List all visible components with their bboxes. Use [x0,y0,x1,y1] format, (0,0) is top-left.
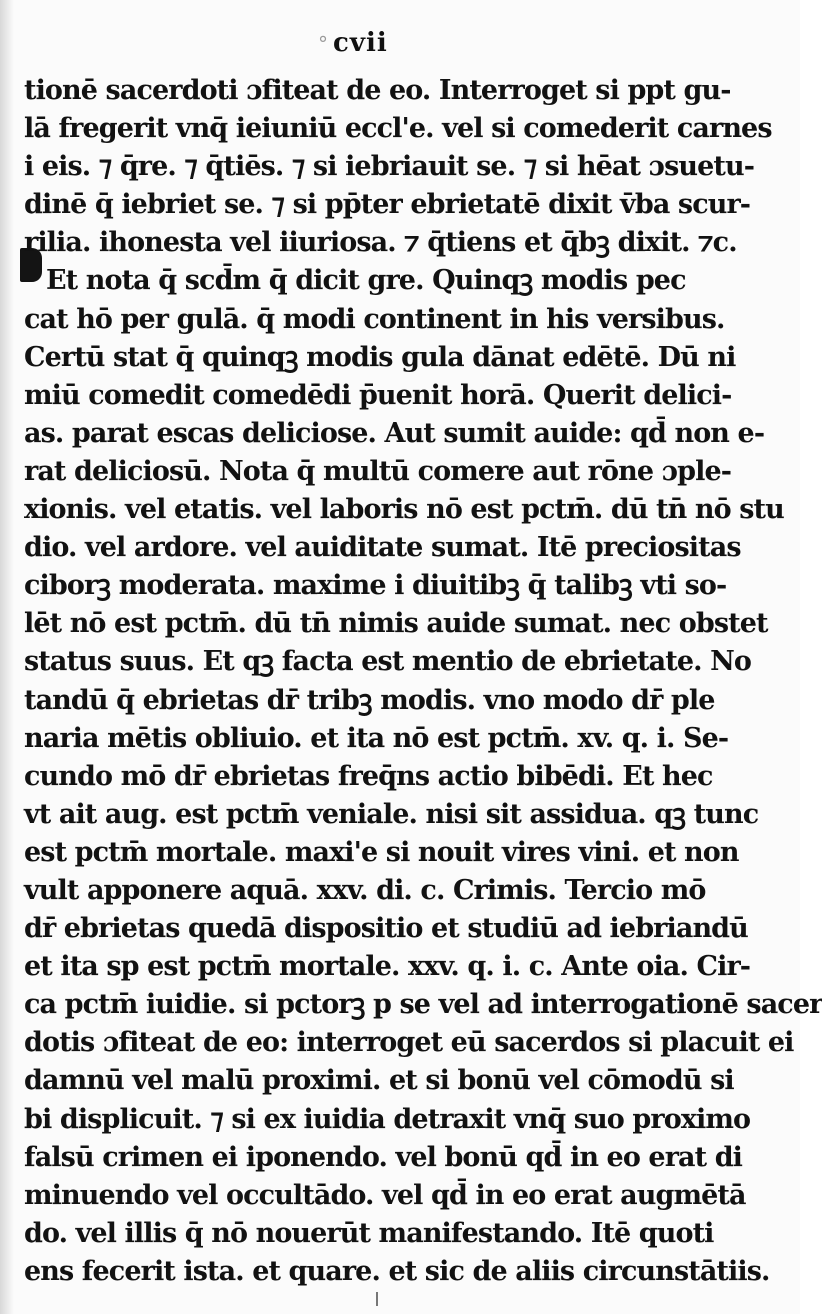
text-line: vt ait aug. est pctm̄ veniale. nisi sit assidua. qꝫ tunc [24,798,759,830]
text-line: lā fregerit vnq̄ ieiuniū eccl'e. vel si comederit carnes [24,113,772,145]
text-line: Certū stat q̄ quinqꝫ modis gula dānat edētē. Dū ni [24,341,736,373]
text-line: naria mētis obliuio. et ita nō est pctm̄. xv. q. i. Se- [24,722,729,754]
text-line: i eis. ⁊ q̄re. ⁊ q̄tiēs. ⁊ si iebriauit se. ⁊ si hēat ɔsuetu- [24,151,755,183]
text-line: vult apponere aquā. xxv. di. c. Crimis. Tercio mō [24,874,706,906]
text-line: bi displicuit. ⁊ si ex iuidia detraxit vnq̄ suo proximo [24,1103,751,1135]
folio-text: cvii [333,28,388,58]
text-line: et ita sp est pctm̄ mortale. xxv. q. i. c. Ante oia. Cir- [24,951,751,983]
text-line: dinē q̄ iebriet se. ⁊ si pp̄ter ebrietatē dixit v̄ba scur- [24,189,751,221]
text-line: dotis ɔfiteat de eo: interroget eū sacerdos si placuit ei [24,1027,794,1059]
text-line: status suus. Et qꝫ facta est mentio de ebrietate. No [24,646,752,678]
text-line: cat hō per gulā. q̄ modi continent in his versibus. [24,303,725,335]
text-line: minuendo vel occultādo. vel qd̄ in eo erat augmētā [24,1179,746,1211]
text-line: Et nota q̄ scd̄m q̄ dicit gre. Quinqꝫ modis pec [46,265,686,297]
text-line: est pctm̄ mortale. maxi'e si nouit vires vini. et non [24,836,739,868]
text-line: tandū q̄ ebrietas dr̄ tribꝫ modis. vno modo dr̄ ple [24,684,715,716]
text-line: ca pctm̄ iuidie. si pctorꝫ p se vel ad interrogationē sacer [24,989,822,1021]
gutter-shadow [0,0,14,1314]
ink-mark [376,1292,378,1306]
text-line: as. parat escas deliciose. Aut sumit auide: qd̄ non e- [24,417,765,449]
text-line: rat deliciosū. Nota q̄ multū comere aut rōne ɔple- [24,455,732,487]
text-line: dio. vel ardore. vel auiditate sumat. Itē preciositas [24,532,741,564]
text-line: rilia. ihonesta vel iiuriosa. ⁊ q̄tiens et q̄bꝫ dixit. ⁊c. [24,227,737,259]
text-line: do. vel illis q̄ nō nouerūt manifestando. Itē quoti [24,1217,714,1249]
text-line: lēt nō est pctm̄. dū tn̄ nimis auide sumat. nec obstet [24,608,768,640]
text-line: cundo mō dr̄ ebrietas freq̄ns actio bibēdi. Et hec [24,760,713,792]
text-line: damnū vel malū proximi. et si bonū vel cōmodū si [24,1065,734,1097]
ink-speck: ° [318,32,329,56]
text-line: xionis. vel etatis. vel laboris nō est pctm̄. dū tn̄ nō stu [24,494,784,526]
text-line: ciborꝫ moderata. maxime i diuitibꝫ q̄ talibꝫ vti so- [24,570,727,602]
text-column [24,72,822,1291]
text-line: dr̄ ebrietas quedā dispositio et studiū ad iebriandū [24,913,748,945]
text-line: miū comedit comedēdi p̄uenit horā. Querit delici- [24,379,732,411]
folio-number [318,26,438,60]
text-line: falsū crimen ei iponendo. vel bonū qd̄ in eo erat di [24,1141,743,1173]
text-line: ens fecerit ista. et quare. et sic de aliis circunstātiis. [24,1255,770,1287]
text-line: tionē sacerdoti ɔfiteat de eo. Interroget si ppt gu- [24,75,731,106]
